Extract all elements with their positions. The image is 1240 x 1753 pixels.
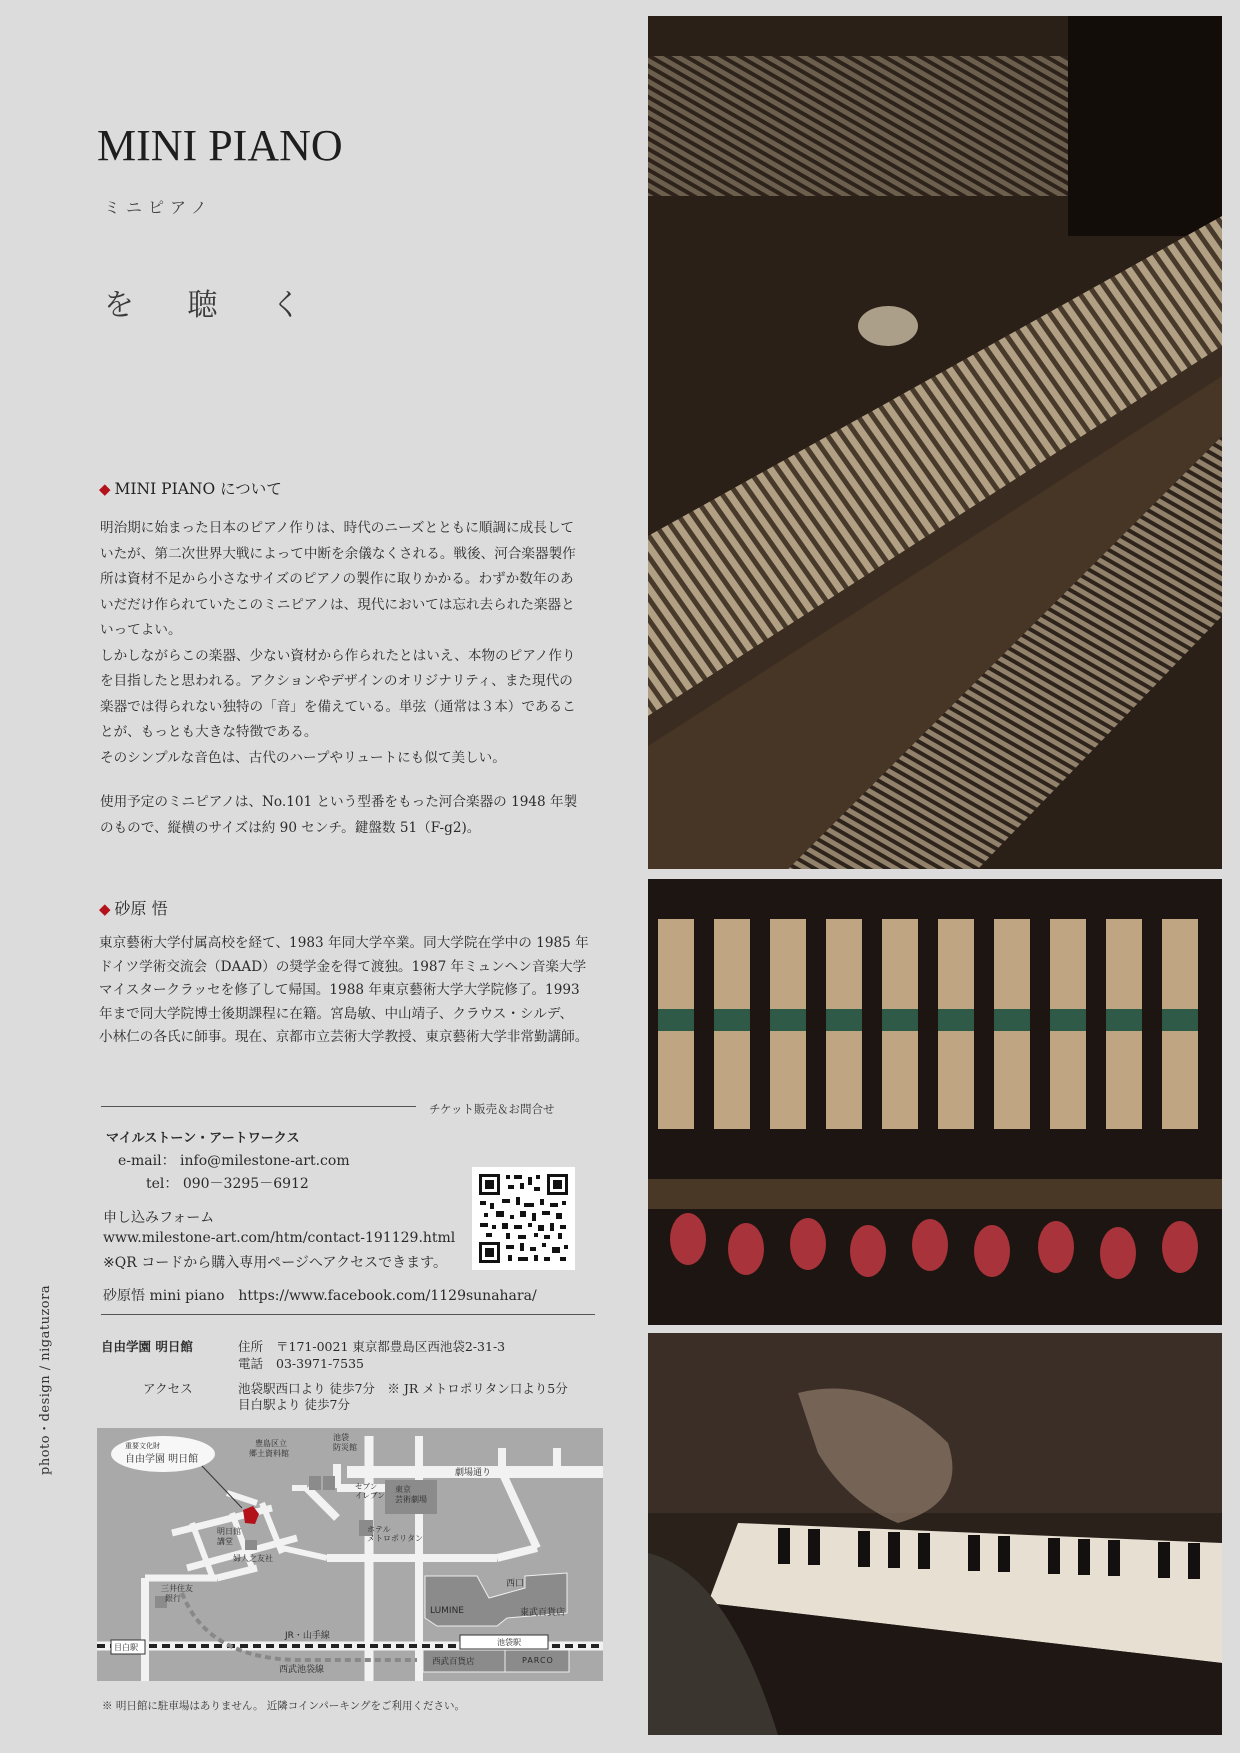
piano-keyboard-photo (648, 1333, 1222, 1735)
map-label: 重要文化財 (125, 1442, 160, 1450)
about-line: いってよい。 (100, 622, 182, 638)
map-label: 東京 (395, 1485, 411, 1494)
about-line: 所は資材不足から小さなサイズのピアノの製作に取りかかる。わずか数年のあ (100, 571, 574, 587)
facebook-link[interactable]: 砂原悟 mini piano https://www.facebook.com/1129sunahara/ (103, 1288, 537, 1304)
about-line: いだだけ作られていたこのミニピアノは、現代においては忘れ去られた楽器と (100, 596, 575, 613)
map-label: 目白駅 (114, 1643, 138, 1652)
map-label: PARCO (522, 1656, 554, 1665)
about-line: 楽器では得られない独特の「音」を備えている。単弦（通常は３本）であるこ (100, 698, 576, 715)
diamond-bullet-icon: ◆ (99, 480, 111, 498)
about-heading-text: MINI PIANO について (114, 480, 282, 498)
piano-action-photo (648, 879, 1222, 1325)
qr-note: ※QR コードから購入専用ページへアクセスできます。 (103, 1255, 447, 1271)
design-credit: photo・design / nigatuzora (38, 1284, 53, 1475)
contact-tel[interactable]: tel： 090－3295－6912 (146, 1176, 309, 1192)
bio-line: ドイツ学術交流会（DAAD）の奨学金を得て渡独。1987 年ミュンヘン音楽大学 (99, 958, 587, 975)
bio-line: 小林仁の各氏に師事。現在、京都市立芸術大学教授、東京藝術大学非常勤講師。 (99, 1029, 589, 1045)
map-label: イレブン (355, 1491, 385, 1500)
artist-heading-text: 砂原 悟 (114, 899, 168, 918)
venue-address: 〒171-0021 東京都豊島区西池袋2-31-3 (276, 1339, 506, 1354)
divider (101, 1314, 595, 1315)
map-label: 銀行 (165, 1594, 181, 1603)
venue-phone-label: 電話 (238, 1356, 264, 1371)
about-body (100, 516, 620, 771)
map-label: 明日館 (217, 1527, 241, 1536)
map-label: 三井住友 (161, 1584, 193, 1593)
artist-bio (99, 932, 639, 1050)
map-label: 婦人之友社 (233, 1554, 273, 1563)
about-line: 明治期に始まった日本のピアノ作りは、時代のニーズとともに順調に成長して (100, 520, 575, 536)
venue-name: 自由学園 明日館 (101, 1339, 193, 1354)
map-label: 西武池袋線 (279, 1665, 325, 1675)
artist-heading (99, 896, 168, 919)
map-label: 豊島区立 (255, 1439, 287, 1448)
map-graphic (97, 1428, 603, 1681)
form-label: 申し込みフォーム (103, 1210, 215, 1226)
hammers-illustration (648, 16, 1222, 869)
note-line: のもので、縦横のサイズは約 90 センチ。鍵盤数 51（F-g2)。 (100, 819, 481, 836)
map-label: セブン (355, 1482, 378, 1491)
map-label: 郷土資料館 (249, 1449, 289, 1458)
map-label: 芸術劇場 (395, 1495, 427, 1504)
about-heading (99, 477, 282, 499)
qr-code-icon (472, 1167, 575, 1270)
map-label: 池袋 (333, 1433, 349, 1442)
access-line-2: 目白駅より 徒歩7分 (238, 1397, 350, 1412)
ticket-label: チケット販売＆お問合せ (429, 1102, 555, 1116)
map-label: 西武百貨店 (432, 1657, 475, 1667)
map-label: JR・山手線 (285, 1631, 330, 1641)
venue-address-label: 住所 (238, 1339, 264, 1354)
map-label: 池袋駅 (497, 1638, 521, 1647)
about-line: しかしながらこの楽器、少ない資材から作られたとはいえ、本物のピアノ作り (100, 647, 576, 664)
access-line-1: 池袋駅西口より 徒歩7分 ※ JR メトロポリタン口より5分 (238, 1381, 568, 1396)
bio-line: マイスタークラッセを修了して帰国。1988 年東京藝術大学大学院修了。1993 (99, 982, 580, 998)
subtitle: を 聴 く (104, 288, 324, 323)
action-illustration (648, 879, 1222, 1325)
about-line: いたが、第二次世界大戦によって中断を余儀なくされる。戦後、河合楽器製作 (100, 545, 576, 562)
about-line: そのシンプルな音色は、古代のハープやリュートにも似て美しい。 (100, 749, 506, 766)
access-map (97, 1428, 603, 1681)
venue-phone: 03-3971-7535 (276, 1356, 364, 1371)
keyboard-illustration (648, 1333, 1222, 1735)
qr-code[interactable] (472, 1167, 575, 1270)
divider (101, 1106, 416, 1107)
contact-email[interactable]: e-mail： info@milestone-art.com (118, 1153, 350, 1169)
map-label: LUMINE (430, 1606, 464, 1616)
page-title: MINI PIANO (97, 121, 343, 170)
about-note (100, 790, 620, 841)
map-label-venue: 自由学園 明日館 (125, 1454, 199, 1465)
parking-note: ※ 明日館に駐車場はありません。 近隣コインパーキングをご利用ください。 (102, 1700, 465, 1712)
map-label: 防災館 (333, 1443, 357, 1452)
bio-line: 年まで同大学院博士後期課程に在籍。宮島敏、中山靖子、クラウス・シルデ、 (99, 1005, 574, 1022)
access-label: アクセス (143, 1381, 193, 1396)
map-label: 講堂 (217, 1537, 233, 1546)
map-label-gekijo: 劇場通り (455, 1468, 492, 1478)
map-label: ホテル (367, 1525, 391, 1534)
bio-line: 東京藝術大学付属高校を経て、1983 年同大学卒業。同大学院在学中の 1985 年 (99, 935, 589, 951)
piano-hammers-photo (648, 16, 1222, 869)
form-url-link[interactable]: www.milestone-art.com/htm/contact-191129.html (103, 1230, 456, 1246)
about-line: とが、もっとも大きな特徴である。 (100, 724, 318, 740)
diamond-bullet-icon: ◆ (99, 900, 111, 918)
title-kana: ミニピアノ (104, 198, 213, 217)
map-label: メトロポリタン (367, 1534, 423, 1543)
map-label: 西口 (506, 1579, 525, 1589)
note-line: 使用予定のミニピアノは、No.101 という型番をもった河合楽器の 1948 年製 (100, 794, 578, 810)
map-label: 東武百貨店 (520, 1608, 566, 1618)
about-line: を目指したと思われる。アクションやデザインのオリジナリティ、また現代の (100, 673, 573, 689)
organizer-name: マイルストーン・アートワークス (106, 1131, 300, 1146)
